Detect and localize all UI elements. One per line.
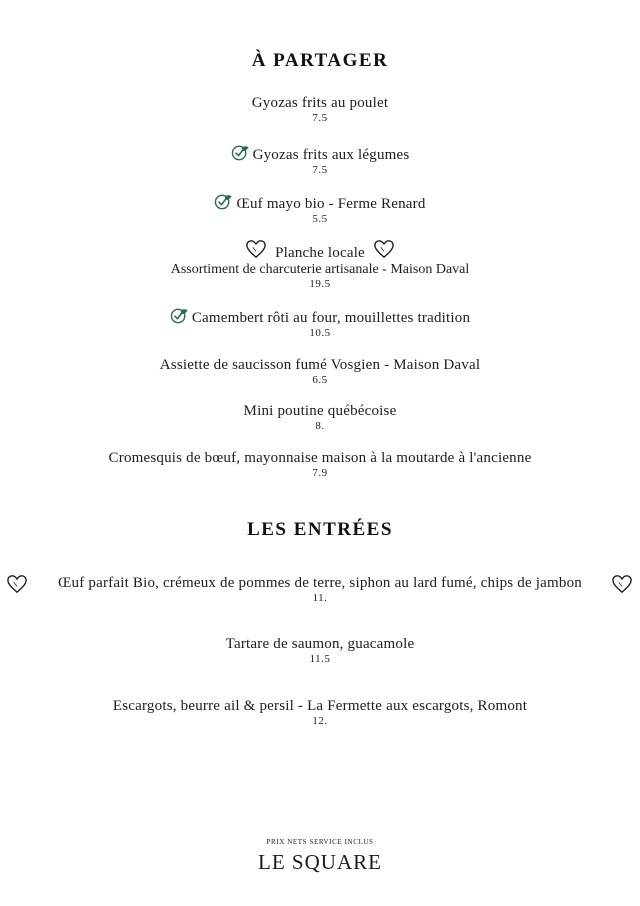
item-price: 8. [315,420,325,432]
item-name: Œuf mayo bio - Ferme Renard [236,196,426,212]
menu-item [0,194,640,226]
footer-note: PRIX NETS SERVICE INCLUS [266,838,374,846]
item-price: 6.5 [312,374,328,386]
item-price: 7.5 [312,112,328,124]
leaf-check-icon [214,194,232,210]
item-name: Assiette de saucisson fumé Vosgien - Maison Daval [159,357,481,373]
section-title-les-entrees: LES ENTRÉES [247,519,393,540]
item-description: Assortiment de charcuterie artisanale - Maison Daval [170,262,470,277]
item-price: 5.5 [312,213,328,225]
section-title-a-partager: À PARTAGER [251,50,389,71]
item-name: Camembert rôti au four, mouillettes tradition [191,310,471,326]
leaf-check-icon [231,145,249,161]
item-price: 12. [312,715,328,727]
heart-icon [245,239,267,259]
item-price: 7.5 [312,164,328,176]
item-price: 19.5 [309,278,331,290]
menu-item [0,145,640,177]
item-name: Gyozas frits au poulet [251,95,389,111]
leaf-check-icon [170,308,188,324]
menu-item [0,357,640,387]
menu-item [0,95,640,125]
menu-item [0,403,640,433]
item-name: Œuf parfait Bio, crémeux de pommes de terre, siphon au lard fumé, chips de jambon [58,575,582,591]
heart-icon [373,239,395,259]
item-price: 11.5 [309,653,331,665]
item-name: Tartare de saumon, guacamole [225,636,415,652]
menu-item [0,698,640,728]
item-name: Cromesquis de bœuf, mayonnaise maison à la moutarde à l'ancienne [108,450,532,466]
item-price: 7.9 [312,467,328,479]
menu-item [0,575,640,605]
menu-item [0,636,640,666]
menu-item [0,239,640,291]
item-name: Mini poutine québécoise [243,403,397,419]
brand-logo: LE SQUARE [258,850,382,874]
item-name: Planche locale [275,245,365,261]
item-price: 10.5 [309,327,331,339]
menu-item [0,308,640,340]
item-name: Escargots, beurre ail & persil - La Fermette aux escargots, Romont [112,698,528,714]
item-price: 11. [312,592,328,604]
item-name: Gyozas frits aux légumes [252,147,410,163]
menu-item [0,450,640,480]
